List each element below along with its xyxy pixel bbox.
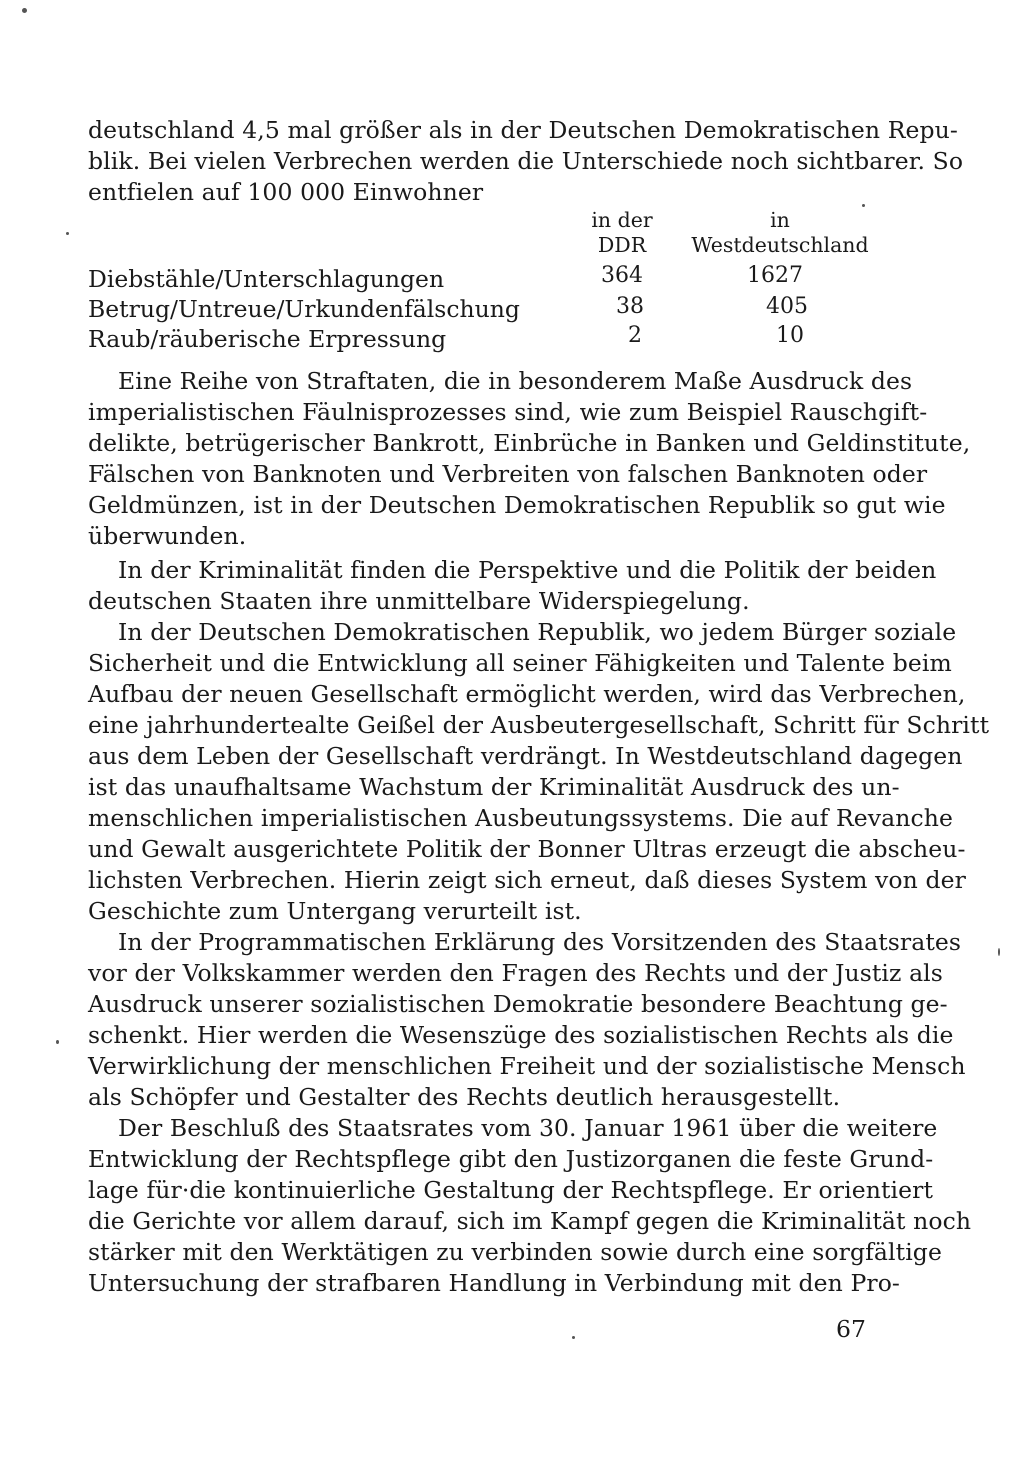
table-cell-ddr: 38 (616, 294, 644, 319)
text-line: die Gerichte vor allem darauf, sich im Kampf gegen die Kriminalität noch (88, 1207, 972, 1235)
text-line: Geschichte zum Untergang verurteilt ist. (88, 897, 582, 925)
text-line: Geldmünzen, ist in der Deutschen Demokratischen Republik so gut wie (88, 491, 946, 519)
table-row-label: Betrug/Untreue/Urkundenfälschung (88, 295, 520, 323)
text-line: imperialistischen Fäulnisprozesses sind, wie zum Beispiel Rauschgift- (88, 398, 928, 426)
scan-speck (862, 204, 865, 207)
text-line: deutschen Staaten ihre unmittelbare Widerspiegelung. (88, 587, 750, 615)
table-cell-west: 405 (766, 294, 808, 319)
scan-speck (56, 1040, 59, 1044)
table-cell-west: 1627 (747, 263, 803, 288)
text-line: menschlichen imperialistischen Ausbeutungssystems. Die auf Revanche (88, 804, 954, 832)
page-number: 67 (836, 1315, 866, 1343)
text-line: In der Programmatischen Erklärung des Vorsitzenden des Staatsrates (118, 928, 962, 956)
text-line: delikte, betrügerischer Bankrott, Einbrüche in Banken und Geldinstitute, (88, 429, 971, 457)
text-line: Untersuchung der strafbaren Handlung in Verbindung mit den Pro- (88, 1269, 900, 1297)
text-line: eine jahrhundertealte Geißel der Ausbeutergesellschaft, Schritt für Schritt (88, 711, 990, 739)
text-line: Ausdruck unserer sozialistischen Demokratie besondere Beachtung ge- (88, 990, 948, 1018)
column-header-west-line1: in (770, 208, 790, 232)
table-row-label: Raub/räuberische Erpressung (88, 325, 447, 353)
table-cell-ddr: 2 (628, 323, 642, 348)
text-line: blik. Bei vielen Verbrechen werden die Unterschiede noch sichtbarer. So (88, 147, 964, 175)
text-line: vor der Volkskammer werden den Fragen des Rechts und der Justiz als (88, 959, 943, 987)
text-line: stärker mit den Werktätigen zu verbinden sowie durch eine sorgfältige (88, 1238, 942, 1266)
scan-speck (572, 1336, 575, 1339)
text-line: Eine Reihe von Straftaten, die in besonderem Maße Ausdruck des (118, 367, 913, 395)
text-line: Sicherheit und die Entwicklung all seiner Fähigkeiten und Talente beim (88, 649, 952, 677)
text-line: lichsten Verbrechen. Hierin zeigt sich erneut, daß dieses System von der (88, 866, 966, 894)
text-line: entfielen auf 100 000 Einwohner (88, 178, 484, 206)
text-line: Der Beschluß des Staatsrates vom 30. Januar 1961 über die weitere (118, 1114, 938, 1142)
text-line: In der Deutschen Demokratischen Republik, wo jedem Bürger soziale (118, 618, 957, 646)
scan-speck (22, 8, 27, 13)
text-line: und Gewalt ausgerichtete Politik der Bonner Ultras erzeugt die abscheu- (88, 835, 966, 863)
column-header-ddr-line1: in der (591, 208, 653, 232)
text-line: überwunden. (88, 522, 247, 550)
table-cell-ddr: 364 (601, 263, 643, 288)
table-cell-west: 10 (776, 323, 804, 348)
text-line: In der Kriminalität finden die Perspektive und die Politik der beiden (118, 556, 937, 584)
scan-speck (66, 232, 69, 235)
text-line: aus dem Leben der Gesellschaft verdrängt. In Westdeutschland dagegen (88, 742, 963, 770)
text-line: Fälschen von Banknoten und Verbreiten von falschen Banknoten oder (88, 460, 928, 488)
text-line: als Schöpfer und Gestalter des Rechts deutlich herausgestellt. (88, 1083, 841, 1111)
text-line: schenkt. Hier werden die Wesenszüge des sozialistischen Rechts als die (88, 1021, 954, 1049)
text-line: Entwicklung der Rechtspflege gibt den Justizorganen die feste Grund- (88, 1145, 934, 1173)
text-line: deutschland 4,5 mal größer als in der Deutschen Demokratischen Repu- (88, 116, 958, 144)
text-line: ist das unaufhaltsame Wachstum der Kriminalität Ausdruck des un- (88, 773, 900, 801)
scan-speck (998, 948, 1000, 956)
column-header-west-line2: Westdeutschland (691, 233, 869, 257)
text-line: Aufbau der neuen Gesellschaft ermöglicht werden, wird das Verbrechen, (88, 680, 966, 708)
table-row-label: Diebstähle/Unterschlagungen (88, 265, 445, 293)
column-header-ddr-line2: DDR (597, 233, 647, 257)
text-line: lage für·die kontinuierliche Gestaltung der Rechtspflege. Er orientiert (88, 1176, 934, 1204)
text-line: Verwirklichung der menschlichen Freiheit und der sozialistische Mensch (88, 1052, 966, 1080)
